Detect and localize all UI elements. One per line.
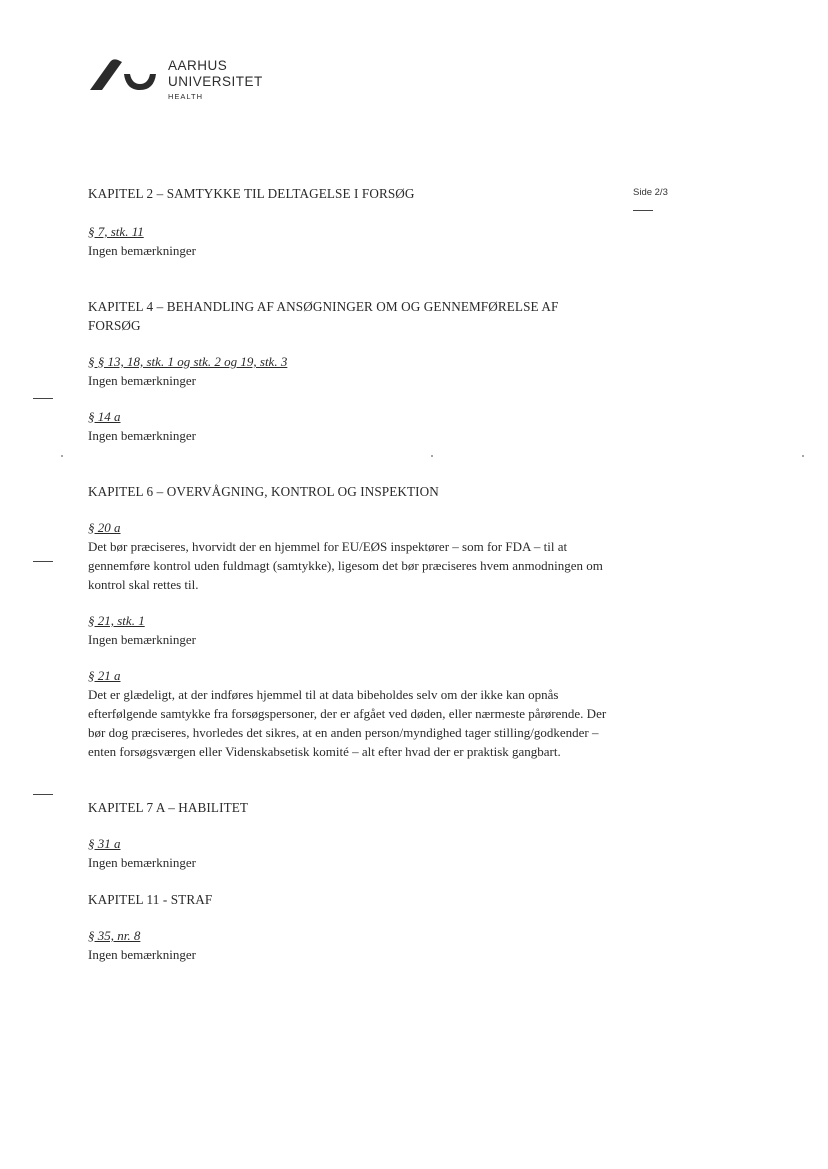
- chapter-heading: KAPITEL 6 – OVERVÅGNING, KONTROL OG INSPEKTION: [88, 484, 439, 499]
- paragraph-text: Ingen bemærkninger: [88, 428, 196, 443]
- chapter-heading: KAPITEL 4 – BEHANDLING AF ANSØGNINGER OM OG GENNEMFØRELSE AF FORSØG: [88, 299, 559, 333]
- paragraph-ref: § 14 a: [88, 409, 121, 424]
- paragraph-text: Det er glædeligt, at der indføres hjemmel til at data bibeholdes selv om der ikke kan opnås efterfølgende samtykke fra forsøgspersoner, der er afgået ved døden, eller nærmeste pårørende. Der bør dog præciseres, hvorledes det sikres, at en anden person/myndighed tager stilling/godkender – enten forsøgsværgen eller Videnskabsetisk komité – alt efter hvad der er praktisk gangbart.: [88, 687, 607, 759]
- paragraph-ref: § 21, stk. 1: [88, 613, 145, 628]
- paragraph-ref: § 31 a: [88, 836, 121, 851]
- scan-speck: [61, 455, 63, 457]
- paragraph-ref: § 20 a: [88, 520, 121, 535]
- margin-mark: [33, 561, 53, 562]
- chapter-heading: KAPITEL 2 – SAMTYKKE TIL DELTAGELSE I FORSØG: [88, 186, 415, 201]
- page-number: Side 2/3: [633, 187, 668, 198]
- paragraph-text: Ingen bemærkninger: [88, 373, 196, 388]
- paragraph-ref: § § 13, 18, stk. 1 og stk. 2 og 19, stk. 3: [88, 354, 288, 369]
- logo-line1: AARHUS: [168, 58, 228, 73]
- chapter-heading: KAPITEL 7 A – HABILITET: [88, 800, 249, 815]
- au-logo-mark-icon: [88, 56, 158, 92]
- paragraph-text: Ingen bemærkninger: [88, 632, 196, 647]
- chapter-heading: KAPITEL 11 - STRAF: [88, 892, 213, 907]
- scan-speck: [802, 455, 804, 457]
- logo-wordmark: [168, 58, 263, 103]
- paragraph-ref: § 35, nr. 8: [88, 928, 141, 943]
- document-body: [88, 184, 608, 964]
- margin-mark: [33, 794, 53, 795]
- au-logo: [88, 54, 268, 110]
- page-number-rule: [633, 210, 653, 211]
- margin-mark: [33, 398, 53, 399]
- logo-line3: HEALTH: [168, 92, 204, 101]
- paragraph-text: Det bør præciseres, hvorvidt der en hjemmel for EU/EØS inspektører – som for FDA – til at gennemføre kontrol uden fuldmagt (samtykke), ligesom det bør præciseres hvem anmodningen om kontrol skal rettes til.: [88, 539, 603, 592]
- paragraph-ref: § 21 a: [88, 668, 121, 683]
- paragraph-text: Ingen bemærkninger: [88, 947, 196, 962]
- paragraph-text: Ingen bemærkninger: [88, 855, 196, 870]
- paragraph-text: Ingen bemærkninger: [88, 243, 196, 258]
- paragraph-ref: § 7, stk. 11: [88, 224, 144, 239]
- logo-line2: UNIVERSITET: [168, 74, 263, 89]
